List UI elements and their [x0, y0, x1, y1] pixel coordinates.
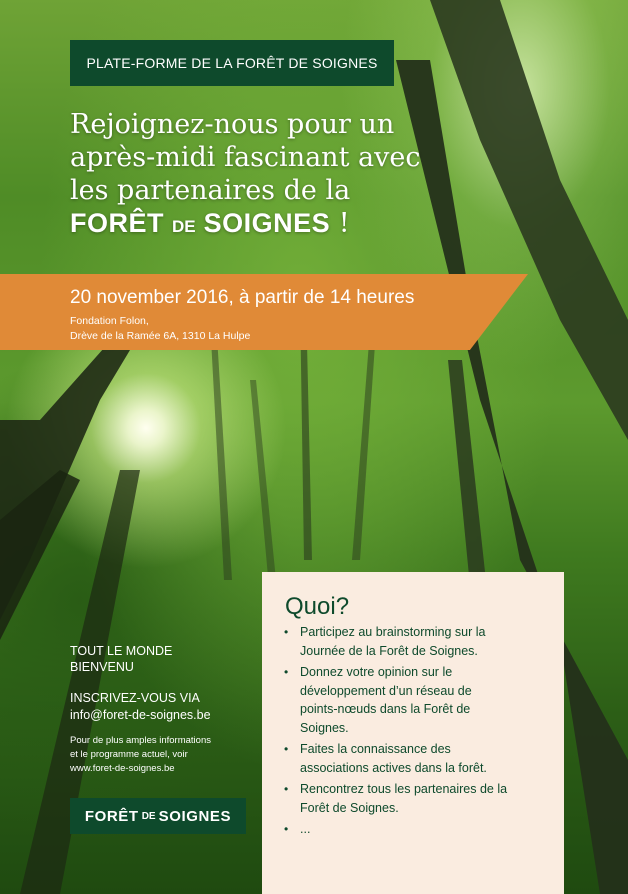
- list-item-line: Donnez votre opinion sur le: [300, 665, 453, 679]
- left-column: [70, 643, 260, 776]
- headline-line-2: après-midi fascinant avec: [70, 142, 421, 173]
- list-item-line: ...: [300, 822, 311, 836]
- venue-name: Fondation Folon,: [70, 315, 149, 327]
- headline-brand: [70, 208, 330, 238]
- headline-brand-part1: FORÊT: [70, 208, 164, 238]
- welcome-line-1: TOUT LE MONDE: [70, 644, 173, 658]
- website-link[interactable]: www.foret-de-soignes.be: [70, 763, 175, 774]
- platform-label-box: [70, 40, 394, 86]
- signup-label: INSCRIVEZ-VOUS VIA: [70, 691, 200, 705]
- foret-de-soignes-logo: [70, 798, 246, 834]
- list-item: [284, 780, 546, 817]
- list-item-line: Faites la connaissance des: [300, 742, 451, 756]
- logo-de: DE: [141, 810, 156, 822]
- welcome-text: [70, 643, 260, 675]
- headline-brand-de: DE: [172, 217, 196, 236]
- bullet-icon: •: [284, 625, 289, 639]
- list-item-line: développement d’un réseau de: [300, 683, 472, 698]
- list-item-line: Journée de la Forêt de Soignes.: [300, 643, 478, 658]
- list-item: [284, 740, 546, 777]
- tree-trunk: [210, 320, 232, 580]
- headline: [70, 108, 490, 243]
- more-info: [70, 734, 260, 776]
- venue-address: Drève de la Ramée 6A, 1310 La Hulpe: [70, 330, 251, 342]
- bullet-icon: •: [284, 782, 289, 796]
- bullet-icon: •: [284, 742, 289, 756]
- list-item: [284, 663, 546, 737]
- list-item-line: associations actives dans la forêt.: [300, 760, 487, 775]
- signup-email-link[interactable]: info@foret-de-soignes.be: [70, 708, 211, 722]
- list-item: [284, 820, 546, 839]
- list-item-line: Rencontrez tous les partenaires de la: [300, 782, 508, 796]
- what-info-box: [262, 572, 564, 894]
- list-item: [284, 623, 546, 660]
- headline-brand-part2: SOIGNES: [203, 208, 331, 238]
- more-info-line-1: Pour de plus amples informations: [70, 735, 211, 746]
- welcome-line-2: BIENVENU: [70, 660, 134, 674]
- headline-line-3: les partenaires de la: [70, 175, 351, 206]
- more-info-line-2: et le programme actuel, voir: [70, 749, 188, 760]
- tree-trunk: [352, 330, 376, 560]
- logo-part1: FORÊT: [84, 807, 139, 825]
- headline-brand-suffix: !: [330, 208, 350, 239]
- bullet-icon: •: [284, 665, 289, 679]
- bullet-icon: •: [284, 822, 289, 836]
- info-list: [284, 623, 546, 842]
- list-item-line: Soignes.: [300, 720, 349, 735]
- headline-line-1: Rejoignez-nous pour un: [70, 109, 395, 140]
- logo-part2: SOIGNES: [158, 807, 232, 825]
- list-item-line: Participez au brainstorming sur la: [300, 625, 486, 639]
- platform-label: PLATE-FORME DE LA FORÊT DE SOIGNES: [86, 55, 378, 71]
- event-date: 20 november 2016, à partir de 14 heures: [70, 287, 415, 308]
- headline-brand-line: [70, 207, 490, 243]
- list-item-line: Forêt de Soignes.: [300, 800, 399, 815]
- info-box-title: Quoi?: [285, 593, 350, 620]
- list-item-line: points-nœuds dans la Forêt de: [300, 702, 471, 716]
- event-venue: [70, 314, 250, 344]
